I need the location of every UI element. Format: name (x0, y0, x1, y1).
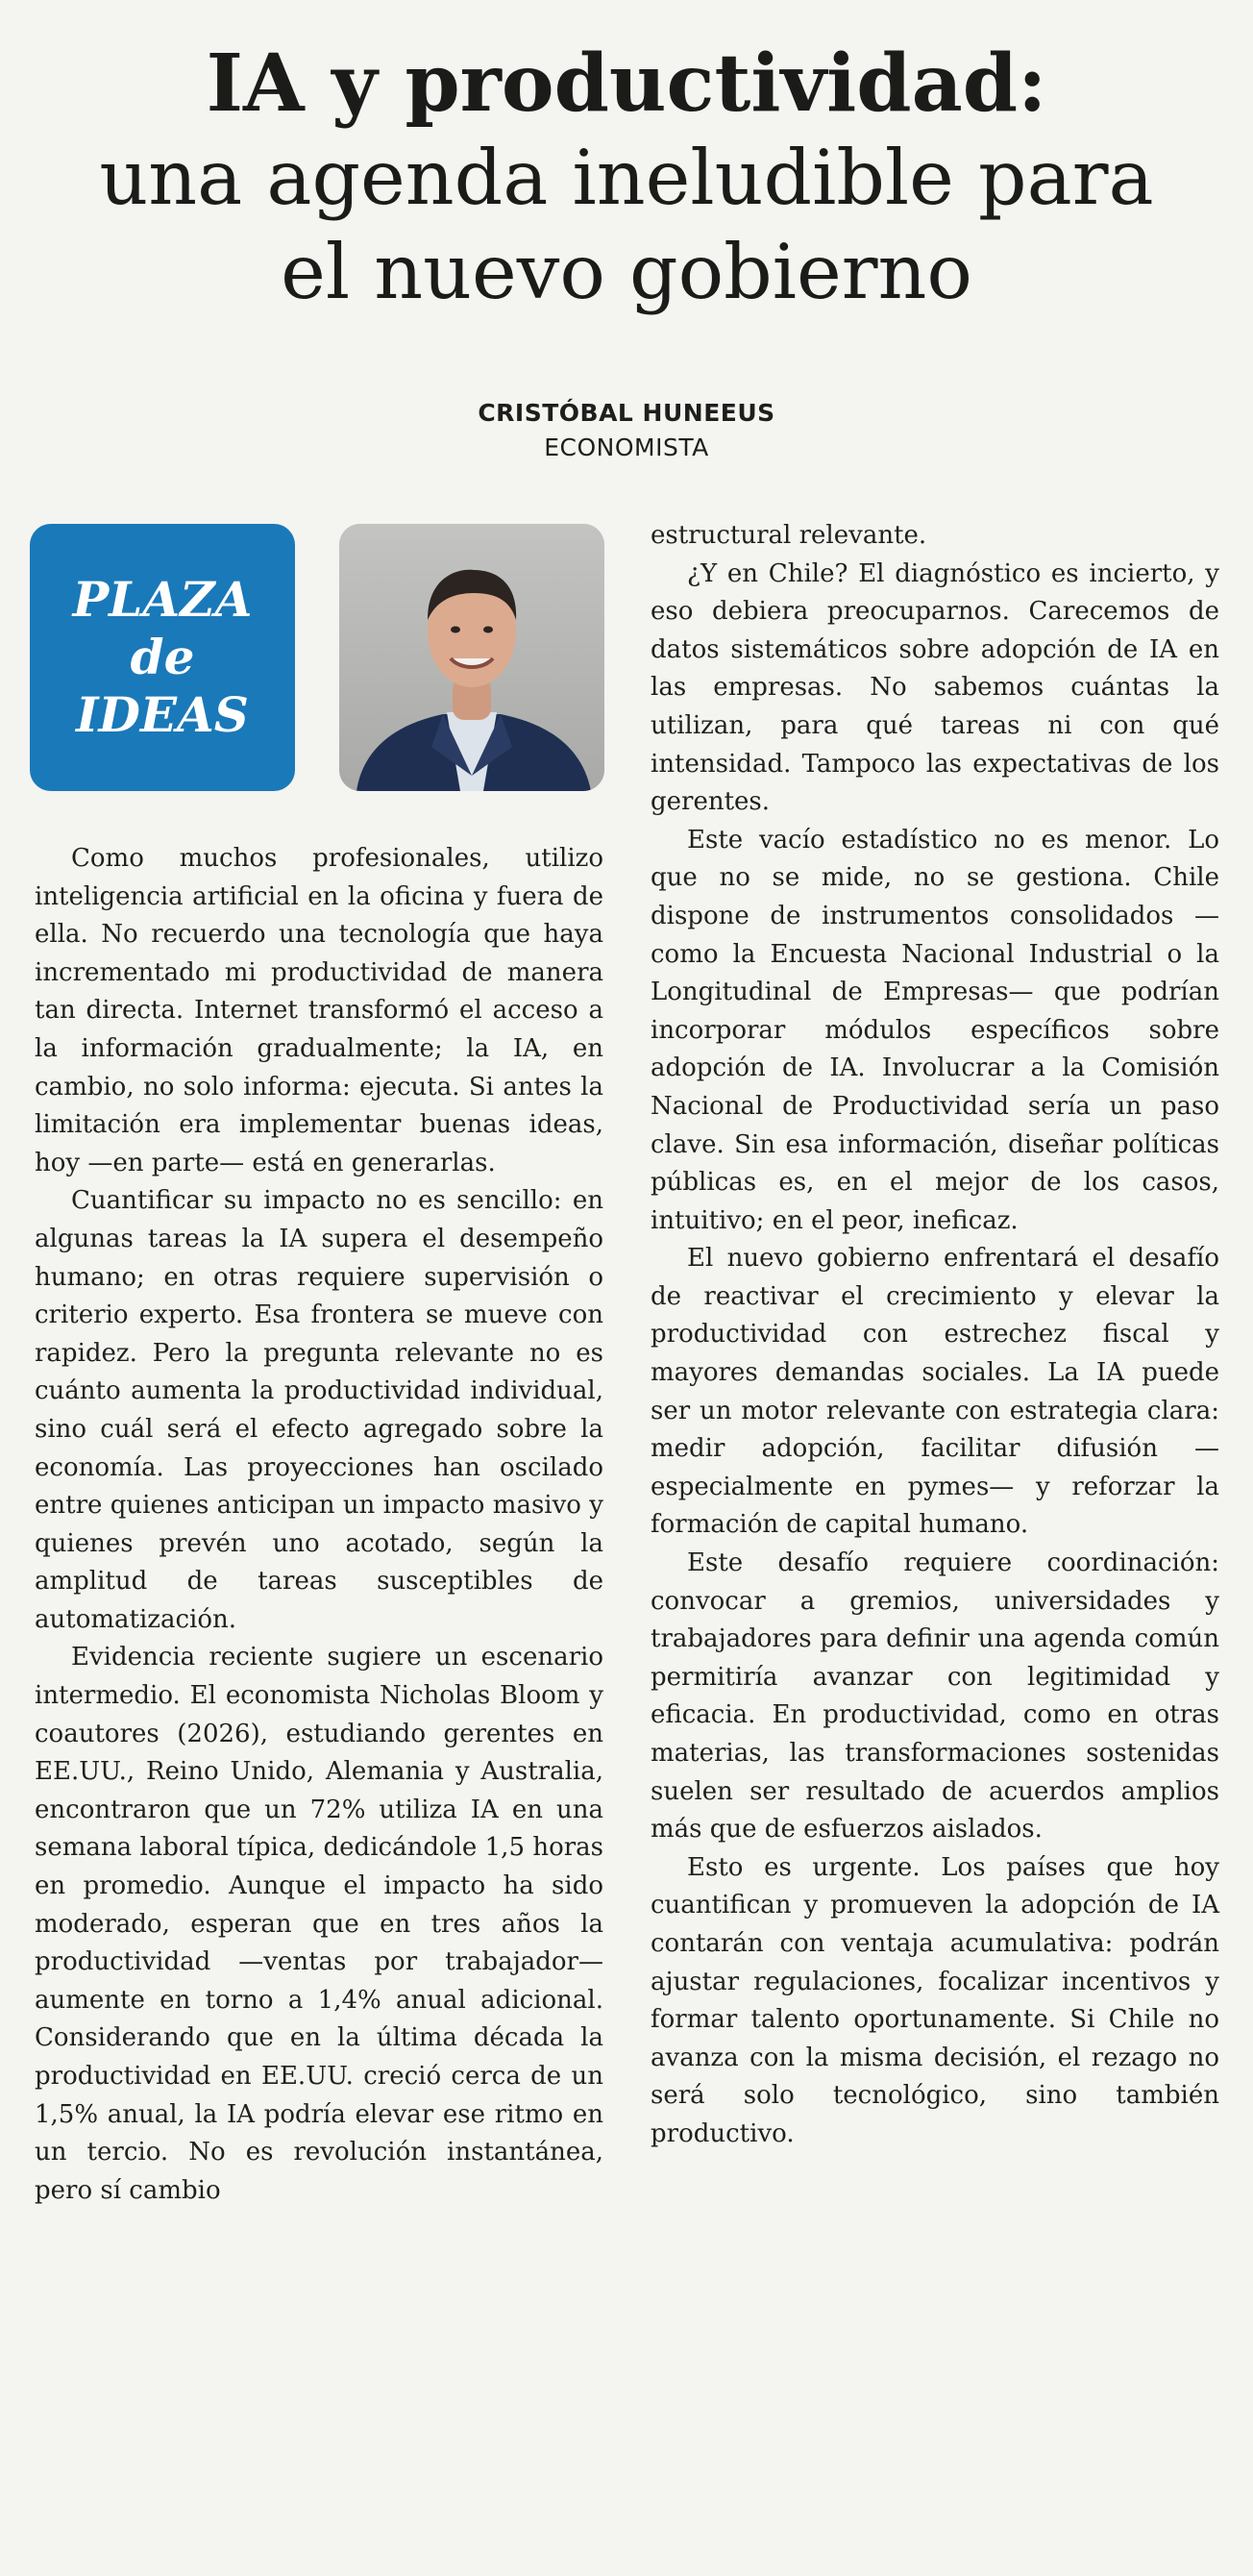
author-name: CRISTÓBAL HUNEEUS (478, 399, 775, 427)
article-paragraph-4: ¿Y en Chile? El diagnóstico es incierto, y eso debiera preocuparnos. Carecemos de datos sistemáticos sobre adopción de IA en las empresas. No sabemos cuántas la utilizan, para qué tareas ni con qué intensidad. Tampoco las expectativas de los gerentes. (651, 558, 1219, 817)
byline (0, 396, 1253, 465)
article-paragraph-7: Este desafío requiere coordinación: convocar a gremios, universidades y trabajadores para definir una agenda común permitiría avanzar con legitimidad y eficacia. En productividad, como en otras materias, las transformaciones sostenidas suelen ser resultado de acuerdos amplios más que de esfuerzos aislados. (651, 1548, 1219, 1845)
headline-line-3: el nuevo gobierno (281, 228, 972, 316)
section-badge (30, 524, 295, 791)
article-paragraph-2: Cuantificar su impacto no es sencillo: en algunas tareas la IA supera el desempeño humano; en otras requiere supervisión o criterio experto. Esa frontera se mueve con rapidez. Pero la pregunta relevante no es cuánto aumenta la productividad individual, sino cuál será el efecto agregado sobre la economía. Las proyecciones han oscilado entre quienes anticipan un impacto masivo y quienes prevén uno acotado, según la amplitud de tareas susceptibles de automatización. (35, 1186, 603, 1634)
headline-line-1: IA y productividad: (206, 37, 1047, 130)
badge-line-2: de (130, 629, 195, 685)
author-photo (339, 524, 604, 791)
author-role: ECONOMISTA (544, 433, 709, 461)
headline (0, 37, 1253, 319)
article-paragraph-5: Este vacío estadístico no es menor. Lo que no se mide, no se gestiona. Chile dispone de instrumentos consolidados —como la Encuesta Nacional Industrial o la Longitudinal de Empresas— que podrían incorporar módulos específicos sobre adopción de IA. Involucrar a la Comisión Nacional de Productividad sería un paso clave. Sin esa información, diseñar políticas públicas es, en el mejor de los casos, intuitivo; en el peor, ineficaz. (651, 825, 1219, 1235)
headline-line-2: una agenda ineludible para (99, 134, 1154, 222)
badge-line-3: IDEAS (76, 686, 249, 743)
article-paragraph-6: El nuevo gobierno enfrentará el desafío de reactivar el crecimiento y elevar la productividad con estrechez fiscal y mayores demandas sociales. La IA puede ser un motor relevante con estrategia clara: medir adopción, facilitar difusión —especialmente en pymes— y reforzar la formación de capital humano. (651, 1244, 1219, 1540)
article-paragraph-8: Esto es urgente. Los países que hoy cuantifican y promueven la adopción de IA contarán con ventaja acumulativa: podrán ajustar regulaciones, focalizar incentivos y formar talento oportunamente. Si Chile no avanza con la misma decisión, el rezago no será solo tecnológico, sino también productivo. (651, 1852, 1219, 2148)
article-column-right (651, 517, 1219, 2154)
article-paragraph-1: Como muchos profesionales, utilizo inteligencia artificial en la oficina y fuera de ella. No recuerdo una tecnología que haya incrementado mi productividad de manera tan directa. Internet transformó el acceso a la información gradualmente; la IA, en cambio, no solo informa: ejecuta. Si antes la limitación era implementar buenas ideas, hoy —en parte— está en generarlas. (35, 844, 603, 1177)
article-paragraph-3: Evidencia reciente sugiere un escenario intermedio. El economista Nicholas Bloom y coautores (2026), estudiando gerentes en EE.UU., Reino Unido, Alemania y Australia, encontraron que un 72% utiliza IA en una semana laboral típica, dedicándole 1,5 horas en promedio. Aunque el impacto ha sido moderado, esperan que en tres años la productividad —ventas por trabajador— aumente en torno a 1,4% anual adicional. Considerando que en la última década la productividad en EE.UU. creció cerca de un 1,5% anual, la IA podría elevar ese ritmo en un tercio. No es revolución instantánea, pero sí cambio (35, 1643, 603, 2205)
author-portrait-illustration (339, 524, 604, 791)
badge-line-1: PLAZA (72, 571, 253, 628)
article-column-left (35, 840, 603, 2210)
article-paragraph-3-continued: estructural relevante. (651, 521, 927, 550)
